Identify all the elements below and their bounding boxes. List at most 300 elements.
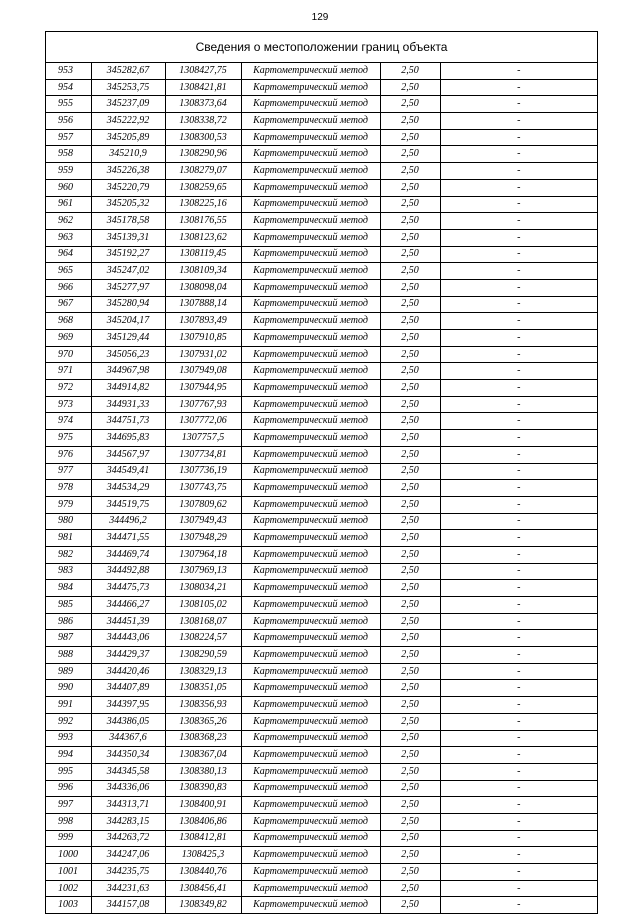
- x-coordinate-cell: 345192,27: [91, 246, 165, 263]
- table-row: [46, 396, 597, 413]
- note-cell: -: [440, 697, 597, 714]
- y-coordinate-cell: 1308119,45: [165, 246, 241, 263]
- x-coordinate-cell: 344397,95: [91, 697, 165, 714]
- point-number-cell: 976: [46, 446, 91, 463]
- note-cell: -: [440, 279, 597, 296]
- method-cell: Картометрический метод: [241, 880, 380, 897]
- note-cell: -: [440, 63, 597, 79]
- method-cell: Картометрический метод: [241, 713, 380, 730]
- note-cell: -: [440, 179, 597, 196]
- point-number-cell: 953: [46, 63, 91, 79]
- x-coordinate-cell: 344931,33: [91, 396, 165, 413]
- x-coordinate-cell: 344350,34: [91, 747, 165, 764]
- x-coordinate-cell: 345222,92: [91, 113, 165, 130]
- x-coordinate-cell: 344466,27: [91, 597, 165, 614]
- note-cell: -: [440, 847, 597, 864]
- x-coordinate-cell: 344231,63: [91, 880, 165, 897]
- y-coordinate-cell: 1308367,04: [165, 747, 241, 764]
- y-coordinate-cell: 1308421,81: [165, 79, 241, 96]
- y-coordinate-cell: 1308224,57: [165, 630, 241, 647]
- method-cell: Картометрический метод: [241, 413, 380, 430]
- point-number-cell: 966: [46, 279, 91, 296]
- y-coordinate-cell: 1308300,53: [165, 129, 241, 146]
- method-cell: Картометрический метод: [241, 480, 380, 497]
- accuracy-cell: 2,50: [380, 463, 440, 480]
- note-cell: -: [440, 296, 597, 313]
- note-cell: -: [440, 380, 597, 397]
- method-cell: Картометрический метод: [241, 897, 380, 913]
- x-coordinate-cell: 345237,09: [91, 96, 165, 113]
- accuracy-cell: 2,50: [380, 430, 440, 447]
- table-row: [46, 63, 597, 79]
- y-coordinate-cell: 1308427,75: [165, 63, 241, 79]
- accuracy-cell: 2,50: [380, 713, 440, 730]
- method-cell: Картометрический метод: [241, 530, 380, 547]
- method-cell: Картометрический метод: [241, 830, 380, 847]
- method-cell: Картометрический метод: [241, 513, 380, 530]
- note-cell: -: [440, 864, 597, 881]
- table-row: [46, 680, 597, 697]
- x-coordinate-cell: 344695,83: [91, 430, 165, 447]
- point-number-cell: 967: [46, 296, 91, 313]
- y-coordinate-cell: 1308338,72: [165, 113, 241, 130]
- note-cell: -: [440, 880, 597, 897]
- table-row: [46, 446, 597, 463]
- accuracy-cell: 2,50: [380, 897, 440, 913]
- method-cell: Картометрический метод: [241, 363, 380, 380]
- accuracy-cell: 2,50: [380, 279, 440, 296]
- y-coordinate-cell: 1308373,64: [165, 96, 241, 113]
- table-row: [46, 580, 597, 597]
- x-coordinate-cell: 345129,44: [91, 330, 165, 347]
- accuracy-cell: 2,50: [380, 847, 440, 864]
- point-number-cell: 970: [46, 346, 91, 363]
- note-cell: -: [440, 580, 597, 597]
- note-cell: -: [440, 780, 597, 797]
- y-coordinate-cell: 1307772,06: [165, 413, 241, 430]
- table-row: [46, 363, 597, 380]
- method-cell: Картометрический метод: [241, 446, 380, 463]
- table-row: [46, 647, 597, 664]
- method-cell: Картометрический метод: [241, 847, 380, 864]
- note-cell: -: [440, 747, 597, 764]
- x-coordinate-cell: 344492,88: [91, 563, 165, 580]
- table-row: [46, 163, 597, 180]
- table-row: [46, 613, 597, 630]
- y-coordinate-cell: 1307969,13: [165, 563, 241, 580]
- method-cell: Картометрический метод: [241, 580, 380, 597]
- accuracy-cell: 2,50: [380, 513, 440, 530]
- table-row: [46, 630, 597, 647]
- y-coordinate-cell: 1307893,49: [165, 313, 241, 330]
- accuracy-cell: 2,50: [380, 396, 440, 413]
- point-number-cell: 974: [46, 413, 91, 430]
- accuracy-cell: 2,50: [380, 380, 440, 397]
- table-row: [46, 146, 597, 163]
- method-cell: Картометрический метод: [241, 730, 380, 747]
- y-coordinate-cell: 1307949,08: [165, 363, 241, 380]
- method-cell: Картометрический метод: [241, 563, 380, 580]
- table-row: [46, 597, 597, 614]
- note-cell: -: [440, 613, 597, 630]
- y-coordinate-cell: 1307736,19: [165, 463, 241, 480]
- note-cell: -: [517, 899, 521, 911]
- method-cell: Картометрический метод: [241, 213, 380, 230]
- accuracy-cell: 2,50: [380, 830, 440, 847]
- table-row: [46, 330, 597, 347]
- note-cell: -: [440, 213, 597, 230]
- point-number-cell: 981: [46, 530, 91, 547]
- note-cell: -: [440, 563, 597, 580]
- x-coordinate-cell: 344471,55: [91, 530, 165, 547]
- note-cell: -: [440, 680, 597, 697]
- coordinates-table-body: [46, 63, 597, 913]
- x-coordinate-cell: 345205,32: [91, 196, 165, 213]
- note-cell: -: [440, 163, 597, 180]
- x-coordinate-cell: 344386,05: [91, 713, 165, 730]
- y-coordinate-cell: 1308440,76: [165, 864, 241, 881]
- y-coordinate-cell: 1308425,3: [165, 847, 241, 864]
- x-coordinate-cell: 345204,17: [91, 313, 165, 330]
- point-number-cell: 990: [46, 680, 91, 697]
- method-cell: Картометрический метод: [241, 396, 380, 413]
- x-coordinate-cell: 345139,31: [91, 229, 165, 246]
- note-cell: -: [440, 146, 597, 163]
- accuracy-cell: 2,50: [380, 163, 440, 180]
- x-coordinate-cell: 344751,73: [91, 413, 165, 430]
- y-coordinate-cell: 1308259,65: [165, 179, 241, 196]
- accuracy-cell: 2,50: [380, 496, 440, 513]
- table-row: [46, 496, 597, 513]
- point-number-cell: 955: [46, 96, 91, 113]
- point-number-cell: 979: [46, 496, 91, 513]
- method-cell: Картометрический метод: [241, 496, 380, 513]
- point-number-cell: 994: [46, 747, 91, 764]
- note-cell: -: [440, 647, 597, 664]
- accuracy-cell: 2,50: [380, 563, 440, 580]
- note-cell: -: [440, 79, 597, 96]
- table-row: [46, 797, 597, 814]
- accuracy-cell: 2,50: [380, 580, 440, 597]
- note-cell: -: [440, 463, 597, 480]
- x-coordinate-cell: 344263,72: [91, 830, 165, 847]
- point-number-cell: 958: [46, 146, 91, 163]
- y-coordinate-cell: 1307888,14: [165, 296, 241, 313]
- accuracy-cell: 2,50: [380, 96, 440, 113]
- accuracy-cell: 2,50: [380, 296, 440, 313]
- table-row: [46, 346, 597, 363]
- x-coordinate-cell: 344549,41: [91, 463, 165, 480]
- point-number-cell: 972: [46, 380, 91, 397]
- method-cell: Картометрический метод: [241, 79, 380, 96]
- point-number-cell: 963: [46, 229, 91, 246]
- accuracy-cell: 2,50: [380, 446, 440, 463]
- accuracy-cell: 2,50: [380, 730, 440, 747]
- point-number-cell: 961: [46, 196, 91, 213]
- table-row: [46, 196, 597, 213]
- method-cell: Картометрический метод: [241, 546, 380, 563]
- method-cell: Картометрический метод: [241, 797, 380, 814]
- note-cell: -: [440, 229, 597, 246]
- y-coordinate-cell: 1308034,21: [165, 580, 241, 597]
- point-number-cell: 1003: [46, 897, 91, 913]
- x-coordinate-cell: 344345,58: [91, 763, 165, 780]
- table-row: [46, 864, 597, 881]
- y-coordinate-cell: 1308356,93: [165, 697, 241, 714]
- method-cell: Картометрический метод: [241, 229, 380, 246]
- table-row: [46, 430, 597, 447]
- accuracy-cell: 2,50: [380, 530, 440, 547]
- accuracy-cell: 2,50: [380, 747, 440, 764]
- point-number-cell: 971: [46, 363, 91, 380]
- point-number-cell: 993: [46, 730, 91, 747]
- x-coordinate-cell: 345178,58: [91, 213, 165, 230]
- note-cell: -: [440, 96, 597, 113]
- table-row: [46, 663, 597, 680]
- table-row: [46, 763, 597, 780]
- point-number-cell: 959: [46, 163, 91, 180]
- table-row: [46, 697, 597, 714]
- note-cell: -: [440, 263, 597, 280]
- y-coordinate-cell: 1307743,75: [165, 480, 241, 497]
- x-coordinate-cell: 344313,71: [91, 797, 165, 814]
- point-number-cell: 968: [46, 313, 91, 330]
- y-coordinate-cell: 1307757,5: [165, 430, 241, 447]
- table-row: [46, 530, 597, 547]
- method-cell: Картометрический метод: [241, 813, 380, 830]
- y-coordinate-cell: 1307931,02: [165, 346, 241, 363]
- note-cell: -: [440, 413, 597, 430]
- table-row: [46, 229, 597, 246]
- table-row: [46, 780, 597, 797]
- y-coordinate-cell: 1307964,18: [165, 546, 241, 563]
- point-number-cell: 973: [46, 396, 91, 413]
- table-row: [46, 246, 597, 263]
- table-row: [46, 129, 597, 146]
- note-cell: -: [440, 480, 597, 497]
- x-coordinate-cell: 344519,75: [91, 496, 165, 513]
- table-row: [46, 513, 597, 530]
- note-cell: -: [440, 496, 597, 513]
- method-cell: Картометрический метод: [241, 330, 380, 347]
- note-cell: -: [440, 597, 597, 614]
- table-row: [46, 546, 597, 563]
- point-number-cell: 957: [46, 129, 91, 146]
- method-cell: Картометрический метод: [241, 663, 380, 680]
- table-row: [46, 813, 597, 830]
- accuracy-cell: 2,50: [380, 79, 440, 96]
- method-cell: Картометрический метод: [241, 113, 380, 130]
- y-coordinate-cell: 1308349,82: [165, 897, 241, 913]
- y-coordinate-cell: 1308279,07: [165, 163, 241, 180]
- method-cell: Картометрический метод: [241, 296, 380, 313]
- point-number-cell: 988: [46, 647, 91, 664]
- point-number-cell: 987: [46, 630, 91, 647]
- point-number-cell: 960: [46, 179, 91, 196]
- method-cell: Картометрический метод: [241, 647, 380, 664]
- accuracy-cell: 2,50: [380, 179, 440, 196]
- table-row: [46, 213, 597, 230]
- method-cell: Картометрический метод: [241, 597, 380, 614]
- y-coordinate-cell: 1308105,02: [165, 597, 241, 614]
- x-coordinate-cell: 344475,73: [91, 580, 165, 597]
- x-coordinate-cell: 344157,08: [91, 897, 165, 913]
- y-coordinate-cell: 1308368,23: [165, 730, 241, 747]
- method-cell: Картометрический метод: [241, 179, 380, 196]
- x-coordinate-cell: 344469,74: [91, 546, 165, 563]
- x-coordinate-cell: 345282,67: [91, 63, 165, 79]
- x-coordinate-cell: 345210,9: [91, 146, 165, 163]
- y-coordinate-cell: 1308168,07: [165, 613, 241, 630]
- point-number-cell: 978: [46, 480, 91, 497]
- method-cell: Картометрический метод: [241, 864, 380, 881]
- x-coordinate-cell: 344407,89: [91, 680, 165, 697]
- note-cell: -: [440, 713, 597, 730]
- accuracy-cell: 2,50: [380, 196, 440, 213]
- y-coordinate-cell: 1308351,05: [165, 680, 241, 697]
- method-cell: Картометрический метод: [241, 747, 380, 764]
- method-cell: Картометрический метод: [241, 246, 380, 263]
- accuracy-cell: 2,50: [380, 864, 440, 881]
- accuracy-cell: 2,50: [380, 213, 440, 230]
- note-cell: -: [440, 663, 597, 680]
- note-cell: -: [440, 363, 597, 380]
- method-cell: Картометрический метод: [241, 697, 380, 714]
- boundary-table-sheet: [45, 31, 598, 914]
- method-cell: Картометрический метод: [241, 163, 380, 180]
- accuracy-cell: 2,50: [380, 663, 440, 680]
- table-row: [46, 480, 597, 497]
- accuracy-cell: 2,50: [380, 129, 440, 146]
- y-coordinate-cell: 1307767,93: [165, 396, 241, 413]
- point-number-cell: 975: [46, 430, 91, 447]
- point-number-cell: 977: [46, 463, 91, 480]
- table-row: [46, 563, 597, 580]
- y-coordinate-cell: 1307948,29: [165, 530, 241, 547]
- point-number-cell: 983: [46, 563, 91, 580]
- y-coordinate-cell: 1307944,95: [165, 380, 241, 397]
- table-row: [46, 830, 597, 847]
- accuracy-cell: 2,50: [380, 413, 440, 430]
- accuracy-cell: 2,50: [380, 680, 440, 697]
- note-cell: -: [440, 797, 597, 814]
- accuracy-cell: 2,50: [380, 246, 440, 263]
- x-coordinate-cell: 344496,2: [91, 513, 165, 530]
- note-cell: -: [440, 513, 597, 530]
- y-coordinate-cell: 1308123,62: [165, 229, 241, 246]
- accuracy-cell: 2,50: [380, 780, 440, 797]
- point-number-cell: 982: [46, 546, 91, 563]
- point-number-cell: 995: [46, 763, 91, 780]
- y-coordinate-cell: 1308412,81: [165, 830, 241, 847]
- note-cell: -: [440, 196, 597, 213]
- y-coordinate-cell: 1307734,81: [165, 446, 241, 463]
- x-coordinate-cell: 344420,46: [91, 663, 165, 680]
- table-row: [46, 96, 597, 113]
- note-cell: -: [440, 246, 597, 263]
- accuracy-cell: 2,50: [380, 313, 440, 330]
- note-cell: -: [440, 313, 597, 330]
- note-cell: -: [440, 546, 597, 563]
- method-cell: Картометрический метод: [241, 279, 380, 296]
- note-cell: -: [440, 346, 597, 363]
- table-row: [46, 463, 597, 480]
- x-coordinate-cell: 345056,23: [91, 346, 165, 363]
- note-cell: -: [440, 730, 597, 747]
- accuracy-cell: 2,50: [380, 813, 440, 830]
- point-number-cell: 989: [46, 663, 91, 680]
- x-coordinate-cell: 344283,15: [91, 813, 165, 830]
- accuracy-cell: 2,50: [380, 613, 440, 630]
- point-number-cell: 1001: [46, 864, 91, 881]
- accuracy-cell: 2,50: [380, 697, 440, 714]
- accuracy-cell: 2,50: [380, 63, 440, 79]
- point-number-cell: 965: [46, 263, 91, 280]
- table-row: [46, 380, 597, 397]
- table-row: [46, 730, 597, 747]
- y-coordinate-cell: 1308380,13: [165, 763, 241, 780]
- method-cell: Картометрический метод: [241, 613, 380, 630]
- table-row: [46, 747, 597, 764]
- note-cell: -: [440, 396, 597, 413]
- method-cell: Картометрический метод: [241, 680, 380, 697]
- y-coordinate-cell: 1308400,91: [165, 797, 241, 814]
- accuracy-cell: 2,50: [380, 363, 440, 380]
- x-coordinate-cell: 344443,06: [91, 630, 165, 647]
- table-row: [46, 179, 597, 196]
- method-cell: Картометрический метод: [241, 196, 380, 213]
- x-coordinate-cell: 344534,29: [91, 480, 165, 497]
- method-cell: Картометрический метод: [241, 463, 380, 480]
- y-coordinate-cell: 1308225,16: [165, 196, 241, 213]
- coordinates-table: [46, 63, 597, 913]
- y-coordinate-cell: 1308290,59: [165, 647, 241, 664]
- table-row: [46, 296, 597, 313]
- page-number: 129: [311, 12, 329, 23]
- y-coordinate-cell: 1308365,26: [165, 713, 241, 730]
- x-coordinate-cell: 345205,89: [91, 129, 165, 146]
- accuracy-cell: 2,50: [380, 797, 440, 814]
- method-cell: Картометрический метод: [241, 430, 380, 447]
- method-cell: Картометрический метод: [241, 63, 380, 79]
- accuracy-cell: 2,50: [380, 480, 440, 497]
- point-number-cell: 980: [46, 513, 91, 530]
- note-cell: -: [440, 113, 597, 130]
- table-row: [46, 79, 597, 96]
- y-coordinate-cell: 1308406,86: [165, 813, 241, 830]
- y-coordinate-cell: 1307910,85: [165, 330, 241, 347]
- x-coordinate-cell: 344367,6: [91, 730, 165, 747]
- accuracy-cell: 2,50: [380, 113, 440, 130]
- accuracy-cell: 2,50: [380, 263, 440, 280]
- table-row: [46, 413, 597, 430]
- note-cell: -: [440, 630, 597, 647]
- point-number-cell: 984: [46, 580, 91, 597]
- x-coordinate-cell: 345226,38: [91, 163, 165, 180]
- table-row: [46, 313, 597, 330]
- note-cell: -: [440, 446, 597, 463]
- method-cell: Картометрический метод: [241, 763, 380, 780]
- x-coordinate-cell: 345253,75: [91, 79, 165, 96]
- table-row: [46, 263, 597, 280]
- x-coordinate-cell: 344967,98: [91, 363, 165, 380]
- note-cell: -: [440, 830, 597, 847]
- x-coordinate-cell: 345220,79: [91, 179, 165, 196]
- point-number-cell: 1002: [46, 880, 91, 897]
- accuracy-cell: 2,50: [380, 229, 440, 246]
- point-number-cell: 956: [46, 113, 91, 130]
- point-number-cell: 998: [46, 813, 91, 830]
